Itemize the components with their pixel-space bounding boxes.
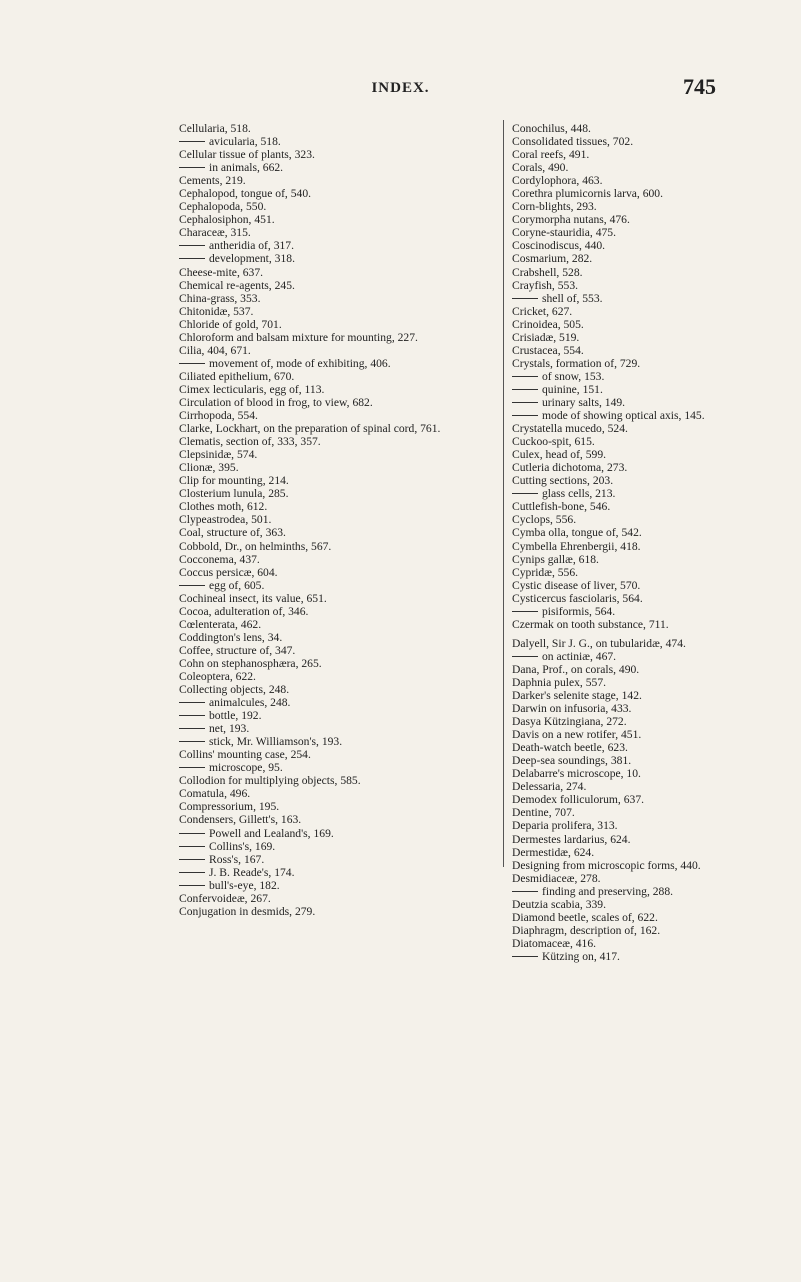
index-entry xyxy=(512,637,780,650)
index-entry xyxy=(512,553,780,566)
index-entry xyxy=(179,644,497,657)
entry-text: Demodex folliculorum, 637. xyxy=(512,793,645,807)
ditto-dash xyxy=(512,956,538,957)
entry-text: Clip for mounting, 214. xyxy=(179,474,289,488)
index-entry xyxy=(512,592,780,605)
entry-text: China-grass, 353. xyxy=(179,291,261,305)
index-entry xyxy=(179,213,497,226)
index-subentry xyxy=(512,370,780,383)
index-entry xyxy=(179,566,497,579)
ditto-dash xyxy=(179,715,205,716)
entry-text: Cutleria dichotoma, 273. xyxy=(512,461,628,475)
index-entry xyxy=(179,226,497,239)
index-entry xyxy=(512,526,780,539)
index-subentry xyxy=(512,605,780,618)
index-entry xyxy=(179,800,497,813)
index-entry xyxy=(179,592,497,605)
entry-text: Consolidated tissues, 702. xyxy=(512,135,634,149)
entry-text: Crabshell, 528. xyxy=(512,265,583,279)
index-entry xyxy=(512,728,780,741)
entry-text: Crystals, formation of, 729. xyxy=(512,356,641,370)
index-entry xyxy=(512,200,780,213)
index-entry xyxy=(512,226,780,239)
entry-text: Chemical re-agents, 245. xyxy=(179,278,295,292)
index-entry xyxy=(512,344,780,357)
index-entry xyxy=(512,448,780,461)
entry-text: Diamond beetle, scales of, 622. xyxy=(512,910,658,924)
index-subentry xyxy=(179,709,497,722)
index-entry xyxy=(179,500,497,513)
entry-text: Conochilus, 448. xyxy=(512,122,591,135)
ditto-dash xyxy=(179,859,205,860)
entry-text: Dasya Kützingiana, 272. xyxy=(512,715,627,729)
entry-text: Dermestes lardarius, 624. xyxy=(512,832,631,846)
index-entry xyxy=(512,898,780,911)
entry-text: J. B. Reade's, 174. xyxy=(209,865,295,879)
entry-text: Cephalopoda, 550. xyxy=(179,200,267,214)
entry-text: Cochineal insect, its value, 651. xyxy=(179,591,327,605)
index-subentry xyxy=(179,735,497,748)
index-entry xyxy=(512,663,780,676)
entry-text: Cuttlefish-bone, 546. xyxy=(512,500,611,514)
index-entry xyxy=(512,676,780,689)
entry-text: Chitonidæ, 537. xyxy=(179,304,254,318)
entry-text: Compressorium, 195. xyxy=(179,800,280,814)
index-entry xyxy=(512,819,780,832)
index-entry xyxy=(512,767,780,780)
index-subentry xyxy=(179,722,497,735)
ditto-dash xyxy=(179,872,205,873)
entry-text: Clionæ, 395. xyxy=(179,461,239,475)
entry-text: Deep-sea soundings, 381. xyxy=(512,754,632,768)
index-entry xyxy=(179,292,497,305)
entry-text: Crinoidea, 505. xyxy=(512,317,584,331)
ditto-dash xyxy=(512,298,538,299)
entry-text: Collins's, 169. xyxy=(209,839,276,853)
index-entry xyxy=(512,579,780,592)
entry-text: Cymba olla, tongue of, 542. xyxy=(512,526,642,540)
index-entry xyxy=(512,122,780,135)
entry-text: Cephalosiphon, 451. xyxy=(179,213,275,227)
index-entry xyxy=(179,526,497,539)
entry-text: Clypeastrodea, 501. xyxy=(179,513,272,527)
index-subentry xyxy=(179,853,497,866)
index-entry xyxy=(512,279,780,292)
entry-text: Cymbella Ehrenbergii, 418. xyxy=(512,539,641,553)
entry-text: Characeæ, 315. xyxy=(179,226,251,240)
index-entry xyxy=(512,715,780,728)
index-subentry xyxy=(512,950,780,963)
entry-text: Corn-blights, 293. xyxy=(512,200,597,214)
index-entry xyxy=(179,344,497,357)
index-entry xyxy=(179,474,497,487)
entry-text: avicularia, 518. xyxy=(209,135,281,149)
index-entry xyxy=(179,774,497,787)
ditto-dash xyxy=(179,728,205,729)
index-entry xyxy=(179,122,497,135)
index-entry xyxy=(179,187,497,200)
index-entry xyxy=(179,657,497,670)
index-entry xyxy=(179,266,497,279)
entry-text: Cyclops, 556. xyxy=(512,513,577,527)
entry-text: Delessaria, 274. xyxy=(512,780,587,794)
entry-text: Cosmarium, 282. xyxy=(512,252,593,266)
index-entry xyxy=(512,618,780,631)
entry-text: mode of showing optical axis, 145. xyxy=(542,409,705,423)
index-subentry xyxy=(179,761,497,774)
entry-text: Cirrhopoda, 554. xyxy=(179,409,258,423)
index-subentry xyxy=(179,579,497,592)
index-subentry xyxy=(179,840,497,853)
ditto-dash xyxy=(512,376,538,377)
entry-text: glass cells, 213. xyxy=(542,487,616,501)
index-entry xyxy=(512,924,780,937)
ditto-dash xyxy=(179,167,205,168)
entry-text: Crustacea, 554. xyxy=(512,343,584,357)
index-subentry xyxy=(512,487,780,500)
index-entry xyxy=(512,266,780,279)
index-entry xyxy=(179,683,497,696)
index-entry xyxy=(179,435,497,448)
index-subentry xyxy=(179,696,497,709)
entry-text: Dana, Prof., on corals, 490. xyxy=(512,662,640,676)
ditto-dash xyxy=(179,258,205,259)
index-entry xyxy=(179,279,497,292)
page-title: INDEX. xyxy=(371,80,430,96)
entry-text: Clothes moth, 612. xyxy=(179,500,268,514)
ditto-dash xyxy=(512,389,538,390)
index-entry xyxy=(512,500,780,513)
entry-text: Coleoptera, 622. xyxy=(179,669,256,683)
entry-text: of snow, 153. xyxy=(542,369,605,383)
entry-text: Coryne-stauridia, 475. xyxy=(512,226,616,240)
entry-text: Cimex lecticularis, egg of, 113. xyxy=(179,382,325,396)
index-subentry xyxy=(179,252,497,265)
entry-text: Dermestidæ, 624. xyxy=(512,845,595,859)
index-entry xyxy=(512,174,780,187)
index-subentry xyxy=(512,292,780,305)
index-entry xyxy=(179,540,497,553)
entry-text: Conjugation in desmids, 279. xyxy=(179,904,316,918)
ditto-dash xyxy=(179,245,205,246)
entry-text: Corals, 490. xyxy=(512,161,569,175)
ditto-dash xyxy=(512,493,538,494)
entry-text: Ross's, 167. xyxy=(209,852,265,866)
index-entry xyxy=(512,305,780,318)
index-entry xyxy=(512,780,780,793)
entry-text: Clematis, section of, 333, 357. xyxy=(179,435,321,449)
entry-text: Culex, head of, 599. xyxy=(512,448,607,462)
index-entry xyxy=(179,487,497,500)
index-entry xyxy=(512,702,780,715)
entry-text: Closterium lunula, 285. xyxy=(179,487,289,501)
entry-text: Corethra plumicornis larva, 600. xyxy=(512,187,664,201)
entry-text: Coscinodiscus, 440. xyxy=(512,239,606,253)
index-entry xyxy=(512,161,780,174)
entry-text: bull's-eye, 182. xyxy=(209,878,280,892)
entry-text: Cephalopod, tongue of, 540. xyxy=(179,187,312,201)
ditto-dash xyxy=(179,833,205,834)
entry-text: movement of, mode of exhibiting, 406. xyxy=(209,356,391,370)
entry-text: urinary salts, 149. xyxy=(542,395,626,409)
index-entry xyxy=(179,813,497,826)
entry-text: Collins' mounting case, 254. xyxy=(179,748,311,762)
index-entry xyxy=(512,566,780,579)
index-entry xyxy=(512,806,780,819)
index-entry xyxy=(179,148,497,161)
entry-text: Coffee, structure of, 347. xyxy=(179,643,296,657)
index-subentry xyxy=(512,650,780,663)
entry-text: Crayfish, 553. xyxy=(512,278,579,292)
entry-text: Deutzia scabia, 339. xyxy=(512,897,607,911)
entry-text: finding and preserving, 288. xyxy=(542,884,674,898)
entry-text: Cilia, 404, 671. xyxy=(179,343,251,357)
index-entry xyxy=(179,605,497,618)
index-entry xyxy=(512,318,780,331)
index-entry xyxy=(512,474,780,487)
entry-text: Chloride of gold, 701. xyxy=(179,317,282,331)
index-subentry xyxy=(179,357,497,370)
entry-text: Deparia prolifera, 313. xyxy=(512,819,618,833)
ditto-dash xyxy=(179,702,205,703)
index-entry xyxy=(179,448,497,461)
entry-text: Davis on a new rotifer, 451. xyxy=(512,728,642,742)
entry-text: Crystatella mucedo, 524. xyxy=(512,422,628,436)
ditto-dash xyxy=(179,585,205,586)
index-entry xyxy=(179,200,497,213)
index-entry xyxy=(179,422,497,435)
index-entry xyxy=(512,148,780,161)
entry-text: Desmidiaceæ, 278. xyxy=(512,871,601,885)
index-entry xyxy=(512,833,780,846)
ditto-dash xyxy=(512,611,538,612)
index-entry xyxy=(512,435,780,448)
index-entry xyxy=(179,553,497,566)
index-entry xyxy=(512,357,780,370)
entry-text: Cynips gallæ, 618. xyxy=(512,552,599,566)
entry-text: Clarke, Lockhart, on the preparation of spinal cord, 761. xyxy=(179,422,441,436)
entry-text: Coddington's lens, 34. xyxy=(179,630,283,644)
entry-text: Diatomaceæ, 416. xyxy=(512,936,597,950)
entry-text: Cutting sections, 203. xyxy=(512,474,614,488)
entry-text: Designing from microscopic forms, 440. xyxy=(512,858,701,872)
entry-text: Clepsinidæ, 574. xyxy=(179,448,258,462)
entry-text: Chloroform and balsam mixture for mounting, 227. xyxy=(179,330,418,344)
index-subentry xyxy=(179,827,497,840)
entry-text: Cellular tissue of plants, 323. xyxy=(179,148,315,162)
entry-text: Coal, structure of, 363. xyxy=(179,526,286,540)
entry-text: Cohn on stephanosphæra, 265. xyxy=(179,656,322,670)
entry-text: pisiformis, 564. xyxy=(542,604,616,618)
index-entry xyxy=(179,787,497,800)
entry-text: Death-watch beetle, 623. xyxy=(512,741,628,755)
entry-text: Circulation of blood in frog, to view, 682. xyxy=(179,395,373,409)
entry-text: Collodion for multiplying objects, 585. xyxy=(179,774,361,788)
entry-text: Darwin on infusoria, 433. xyxy=(512,702,632,716)
ditto-dash xyxy=(512,656,538,657)
entry-text: Cystic disease of liver, 570. xyxy=(512,578,641,592)
index-entry xyxy=(512,793,780,806)
entry-text: Cœlenterata, 462. xyxy=(179,617,262,631)
ditto-dash xyxy=(179,741,205,742)
index-entry xyxy=(512,461,780,474)
index-subentry xyxy=(179,135,497,148)
column-divider xyxy=(503,120,504,867)
page-number: 745 xyxy=(683,74,716,99)
index-entry xyxy=(512,252,780,265)
ditto-dash xyxy=(512,415,538,416)
index-entry xyxy=(512,422,780,435)
index-entry xyxy=(512,213,780,226)
index-entry xyxy=(179,905,497,918)
entry-text: Coral reefs, 491. xyxy=(512,148,590,162)
index-subentry xyxy=(512,383,780,396)
entry-text: Daphnia pulex, 557. xyxy=(512,675,607,689)
entry-text: Cobbold, Dr., on helminths, 567. xyxy=(179,539,332,553)
entry-text: Dentine, 707. xyxy=(512,806,575,820)
index-subentry xyxy=(179,879,497,892)
entry-text: bottle, 192. xyxy=(209,709,262,723)
index-entry xyxy=(512,846,780,859)
index-entry xyxy=(179,748,497,761)
index-entry xyxy=(179,461,497,474)
entry-text: Comatula, 496. xyxy=(179,787,251,801)
index-subentry xyxy=(512,396,780,409)
entry-text: Cricket, 627. xyxy=(512,304,573,318)
ditto-dash xyxy=(179,885,205,886)
entry-text: Coccus persicæ, 604. xyxy=(179,565,278,579)
index-entry xyxy=(512,331,780,344)
entry-text: stick, Mr. Williamson's, 193. xyxy=(209,735,343,749)
index-entry xyxy=(512,872,780,885)
entry-text: Cheese-mite, 637. xyxy=(179,265,264,279)
index-entry xyxy=(512,135,780,148)
entry-text: egg of, 605. xyxy=(209,578,265,592)
entry-text: Cypridæ, 556. xyxy=(512,565,579,579)
entry-text: Czermak on tooth substance, 711. xyxy=(512,617,669,631)
entry-text: Confervoideæ, 267. xyxy=(179,891,271,905)
index-entry xyxy=(512,513,780,526)
entry-text: Collecting objects, 248. xyxy=(179,683,290,697)
index-entry xyxy=(512,741,780,754)
index-entry xyxy=(512,540,780,553)
entry-text: antheridia of, 317. xyxy=(209,239,294,253)
index-entry xyxy=(179,892,497,905)
entry-text: Cocconema, 437. xyxy=(179,552,260,566)
entry-text: microscope, 95. xyxy=(209,761,283,775)
index-entry xyxy=(179,305,497,318)
index-entry xyxy=(179,396,497,409)
entry-text: development, 318. xyxy=(209,252,295,266)
index-entry xyxy=(179,370,497,383)
index-column-right xyxy=(512,122,780,963)
index-entry xyxy=(179,670,497,683)
entry-text: animalcules, 248. xyxy=(209,696,291,710)
index-entry xyxy=(179,383,497,396)
entry-text: Corymorpha nutans, 476. xyxy=(512,213,630,227)
entry-text: Cordylophora, 463. xyxy=(512,174,603,188)
entry-text: on actiniæ, 467. xyxy=(542,649,617,663)
index-entry xyxy=(179,318,497,331)
index-entry xyxy=(512,754,780,767)
index-entry xyxy=(512,937,780,950)
entry-text: Cements, 219. xyxy=(179,174,246,188)
entry-text: quinine, 151. xyxy=(542,382,603,396)
entry-text: Ciliated epithelium, 670. xyxy=(179,369,295,383)
entry-text: Cellularia, 518. xyxy=(179,122,251,135)
entry-text: Darker's selenite stage, 142. xyxy=(512,689,642,703)
index-column-left xyxy=(179,122,497,918)
entry-text: Cocoa, adulteration of, 346. xyxy=(179,604,309,618)
ditto-dash xyxy=(179,363,205,364)
index-entry xyxy=(512,859,780,872)
entry-text: Cuckoo-spit, 615. xyxy=(512,435,595,449)
entry-text: Delabarre's microscope, 10. xyxy=(512,767,641,781)
entry-text: net, 193. xyxy=(209,722,250,736)
index-entry xyxy=(512,689,780,702)
entry-text: Dalyell, Sir J. G., on tubularidæ, 474. xyxy=(512,636,686,650)
ditto-dash xyxy=(512,891,538,892)
entry-text: Condensers, Gillett's, 163. xyxy=(179,813,302,827)
index-entry xyxy=(179,331,497,344)
ditto-dash xyxy=(179,846,205,847)
index-subentry xyxy=(179,161,497,174)
index-entry xyxy=(512,239,780,252)
entry-text: Crisiadæ, 519. xyxy=(512,330,580,344)
index-subentry xyxy=(512,409,780,422)
ditto-dash xyxy=(179,767,205,768)
index-entry xyxy=(179,631,497,644)
ditto-dash xyxy=(512,402,538,403)
index-subentry xyxy=(179,866,497,879)
index-subentry xyxy=(179,239,497,252)
entry-text: Diaphragm, description of, 162. xyxy=(512,923,661,937)
index-entry xyxy=(512,911,780,924)
entry-text: Cysticercus fasciolaris, 564. xyxy=(512,591,643,605)
index-entry xyxy=(179,409,497,422)
entry-text: shell of, 553. xyxy=(542,291,603,305)
index-entry xyxy=(179,174,497,187)
index-entry xyxy=(512,187,780,200)
entry-text: Powell and Lealand's, 169. xyxy=(209,826,334,840)
index-subentry xyxy=(512,885,780,898)
entry-text: in animals, 662. xyxy=(209,161,284,175)
index-entry xyxy=(179,618,497,631)
ditto-dash xyxy=(179,141,205,142)
index-entry xyxy=(179,513,497,526)
entry-text: Kützing on, 417. xyxy=(542,949,620,963)
